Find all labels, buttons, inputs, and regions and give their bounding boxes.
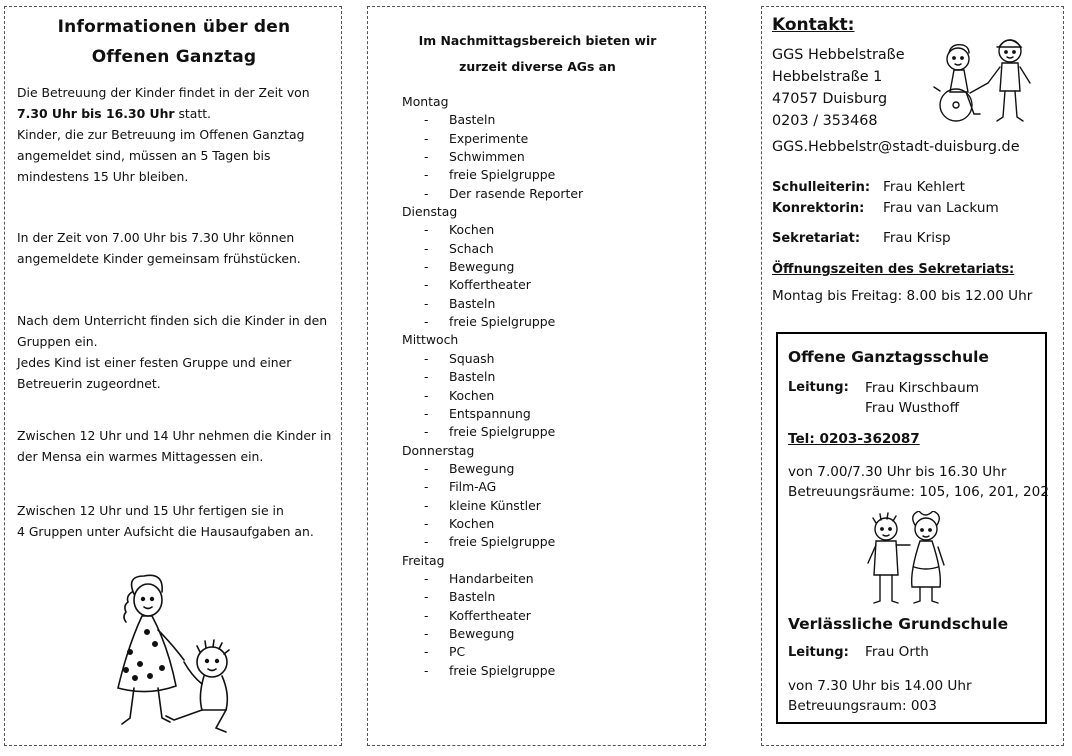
all-day-rooms: Betreuungsräume: 105, 106, 201, 202 — [788, 484, 1049, 500]
activity-name: freie Spielgruppe — [449, 314, 556, 330]
list-dash: - — [424, 515, 429, 531]
activity-name: Entspannung — [449, 405, 531, 421]
list-dash: - — [424, 240, 429, 256]
activity-name: freie Spielgruppe — [449, 167, 556, 183]
activity-name: Bewegung — [449, 259, 515, 275]
primary-lead-label: Leitung: — [788, 645, 849, 660]
headmistress-label: Schulleiterin: — [772, 180, 871, 195]
activity-item — [402, 460, 692, 478]
activity-item — [402, 570, 692, 588]
reliable-primary-school-title: Verlässliche Grundschule — [788, 615, 1009, 633]
activity-name: Squash — [449, 350, 495, 366]
info-panel — [4, 6, 342, 746]
weekday-label: Donnerstag — [402, 442, 475, 458]
contact-title: Kontakt: — [772, 15, 855, 35]
deputy-head-name: Frau van Lackum — [883, 200, 999, 216]
activity-item — [402, 185, 692, 203]
activity-name: Kochen — [449, 387, 495, 403]
lunch-paragraph: Zwischen 12 Uhr und 14 Uhr nehmen die Kinder in der Mensa ein warmes Mittagessen ein. — [17, 428, 332, 464]
care-hours-intro: Die Betreuung der Kinder findet in der Zeit von — [17, 85, 310, 100]
activity-name: Schach — [449, 240, 494, 256]
weekday-label: Freitag — [402, 552, 445, 568]
activity-name: Kochen — [449, 222, 495, 238]
activity-name: Basteln — [449, 589, 496, 605]
list-dash: - — [424, 570, 429, 586]
care-hours-bold: 7.30 Uhr bis 16.30 Uhr — [17, 106, 175, 121]
school-programs-box — [776, 332, 1047, 724]
activity-name: Handarbeiten — [449, 570, 534, 586]
list-dash: - — [424, 314, 429, 330]
list-dash: - — [424, 185, 429, 201]
activity-name: kleine Künstler — [449, 497, 541, 513]
activity-item — [402, 423, 692, 441]
deputy-head-label: Konrektorin: — [772, 201, 865, 216]
list-dash: - — [424, 607, 429, 623]
homework-paragraph — [17, 500, 337, 542]
activity-item — [402, 295, 692, 313]
list-dash: - — [424, 534, 429, 550]
activity-name: PC — [449, 644, 466, 660]
list-dash: - — [424, 405, 429, 421]
activity-name: Basteln — [449, 112, 496, 128]
activity-item — [402, 497, 692, 515]
playing-children-illustration — [100, 572, 250, 737]
office-hours-text: Montag bis Freitag: 8.00 bis 12.00 Uhr — [772, 288, 1033, 304]
open-all-day-school-title: Offene Ganztagsschule — [788, 348, 989, 366]
activity-name: Kochen — [449, 515, 495, 531]
list-dash: - — [424, 497, 429, 513]
activity-item — [402, 625, 692, 643]
activity-name: Koffertheater — [449, 277, 531, 293]
weekday-label: Mittwoch — [402, 332, 459, 348]
list-dash: - — [424, 589, 429, 605]
attendance-rule: Kinder, die zur Betreuung im Offenen Ganztag angemeldet sind, müssen an 5 Tagen bis mindestens 15 Uhr bleiben. — [17, 127, 305, 184]
list-dash: - — [424, 112, 429, 128]
activities-list — [402, 93, 692, 680]
headmistress-name: Frau Kehlert — [883, 179, 965, 195]
list-dash: - — [424, 350, 429, 366]
activity-item — [402, 533, 692, 551]
activity-name: freie Spielgruppe — [449, 662, 556, 678]
activity-item — [402, 588, 692, 606]
activity-name: Basteln — [449, 369, 496, 385]
activity-name: Bewegung — [449, 460, 515, 476]
groups-text-b: Jedes Kind ist einer festen Gruppe und einer Betreuerin zugeordnet. — [17, 355, 292, 391]
primary-lead-name: Frau Orth — [865, 644, 929, 660]
two-children-illustration — [862, 511, 952, 611]
all-day-phone: Tel: 0203-362087 — [788, 431, 920, 447]
school-name: GGS Hebbelstraße — [772, 47, 905, 63]
activity-item — [402, 258, 692, 276]
phone-number: 0203 / 353468 — [772, 113, 878, 129]
homework-text-b: 4 Gruppen unter Aufsicht die Hausaufgaben an. — [17, 524, 314, 539]
activity-item — [402, 111, 692, 129]
activity-name: freie Spielgruppe — [449, 424, 556, 440]
info-title-line2: Offenen Ganztag — [91, 47, 257, 67]
email-address: GGS.Hebbelstr@stadt-duisburg.de — [772, 139, 1020, 155]
activity-name: Der rasende Reporter — [449, 185, 584, 201]
office-hours-title: Öffnungszeiten des Sekretariats: — [772, 262, 1015, 277]
list-dash: - — [424, 644, 429, 660]
activity-item — [402, 368, 692, 386]
breakfast-paragraph: In der Zeit von 7.00 Uhr bis 7.30 Uhr können angemeldete Kinder gemeinsam frühstücken. — [17, 230, 301, 266]
activity-item — [402, 387, 692, 405]
activity-name: Film-AG — [449, 479, 497, 495]
street-address: Hebbelstraße 1 — [772, 69, 883, 85]
contact-panel — [761, 6, 1064, 746]
list-dash: - — [424, 662, 429, 678]
all-day-times: von 7.00/7.30 Uhr bis 16.30 Uhr — [788, 464, 1007, 480]
secretariat-name: Frau Krisp — [883, 230, 951, 246]
postal-city: 47057 Duisburg — [772, 91, 888, 107]
list-dash: - — [424, 625, 429, 641]
children-wheelchair-illustration — [930, 35, 1045, 130]
activity-item — [402, 148, 692, 166]
activity-item — [402, 662, 692, 680]
care-hours-paragraph — [17, 82, 337, 187]
info-title-line1: Informationen über den — [57, 17, 291, 37]
activity-item — [402, 221, 692, 239]
activity-item — [402, 643, 692, 661]
activity-item — [402, 607, 692, 625]
list-dash: - — [424, 222, 429, 238]
list-dash: - — [424, 369, 429, 385]
list-dash: - — [424, 149, 429, 165]
activity-item — [402, 313, 692, 331]
all-day-lead-label: Leitung: — [788, 380, 849, 395]
homework-text-a: Zwischen 12 Uhr und 15 Uhr fertigen sie in — [17, 503, 284, 518]
activity-name: Koffertheater — [449, 607, 531, 623]
list-dash: - — [424, 295, 429, 311]
activity-name: Bewegung — [449, 625, 515, 641]
activities-heading-line2: zurzeit diverse AGs an — [459, 59, 616, 74]
list-dash: - — [424, 460, 429, 476]
weekday-label: Dienstag — [402, 204, 458, 220]
list-dash: - — [424, 130, 429, 146]
activity-name: Experimente — [449, 130, 529, 146]
activity-item — [402, 130, 692, 148]
list-dash: - — [424, 479, 429, 495]
list-dash: - — [424, 424, 429, 440]
activity-item — [402, 350, 692, 368]
groups-text-a: Nach dem Unterricht finden sich die Kinder in den Gruppen ein. — [17, 313, 328, 349]
activity-item — [402, 515, 692, 533]
activities-heading-line1: Im Nachmittagsbereich bieten wir — [418, 33, 657, 48]
groups-paragraph — [17, 310, 337, 394]
care-hours-statt: statt. — [174, 106, 212, 121]
activity-item — [402, 240, 692, 258]
activity-item — [402, 276, 692, 294]
activity-item — [402, 478, 692, 496]
activities-heading — [368, 28, 707, 80]
list-dash: - — [424, 167, 429, 183]
all-day-lead-name1: Frau Kirschbaum — [865, 380, 979, 396]
list-dash: - — [424, 277, 429, 293]
activities-panel — [367, 6, 706, 746]
primary-times: von 7.30 Uhr bis 14.00 Uhr — [788, 678, 972, 694]
all-day-lead-name2: Frau Wusthoff — [865, 400, 959, 416]
activity-name: freie Spielgruppe — [449, 534, 556, 550]
activity-item — [402, 166, 692, 184]
secretariat-label: Sekretariat: — [772, 231, 861, 246]
primary-room: Betreuungsraum: 003 — [788, 698, 937, 714]
activity-name: Basteln — [449, 295, 496, 311]
list-dash: - — [424, 387, 429, 403]
weekday-label: Montag — [402, 94, 449, 109]
activity-item — [402, 405, 692, 423]
list-dash: - — [424, 259, 429, 275]
activity-name: Schwimmen — [449, 149, 525, 165]
